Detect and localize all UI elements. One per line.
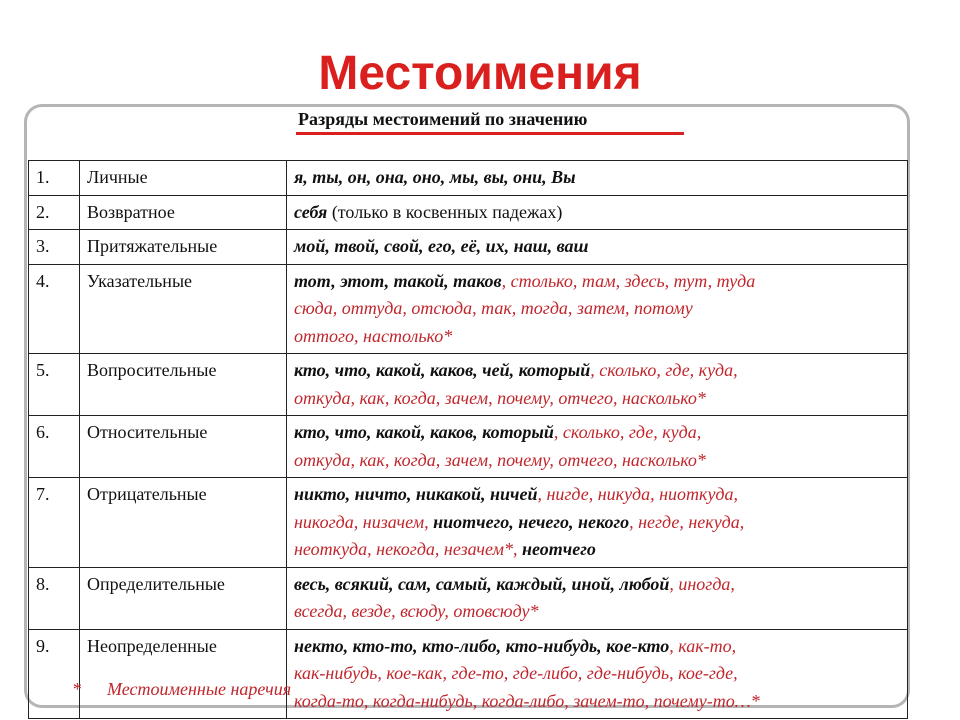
pronoun-examples bbox=[287, 161, 908, 196]
category-name: Притяжательные bbox=[80, 230, 287, 265]
pronoun-examples bbox=[287, 416, 908, 478]
table-row bbox=[29, 264, 908, 354]
footnote-mark: * bbox=[72, 679, 81, 699]
row-number: 4. bbox=[29, 264, 80, 354]
examples-line bbox=[294, 447, 901, 475]
pronoun-text: никто, ничто, никакой, ничей bbox=[294, 484, 538, 504]
adverbial-pronoun-text: , сколько, где, куда, bbox=[590, 360, 738, 380]
table-row bbox=[29, 416, 908, 478]
row-number: 5. bbox=[29, 354, 80, 416]
examples-line bbox=[294, 385, 901, 413]
category-name: Определительные bbox=[80, 567, 287, 629]
pronoun-examples bbox=[287, 478, 908, 568]
examples-line bbox=[294, 598, 901, 626]
pronoun-examples bbox=[287, 567, 908, 629]
row-number: 6. bbox=[29, 416, 80, 478]
footnote bbox=[72, 676, 291, 702]
row-number: 8. bbox=[29, 567, 80, 629]
adverbial-pronoun-text: когда-то, когда-нибудь, когда-либо, зачем-то, почему-то…* bbox=[294, 690, 760, 711]
table-title-underline bbox=[296, 132, 684, 135]
row-number: 2. bbox=[29, 195, 80, 230]
pronoun-text: кто, что, какой, каков, который bbox=[294, 422, 554, 442]
pronoun-text: тот, этот, такой, таков bbox=[294, 270, 502, 291]
row-number: 9. bbox=[29, 629, 80, 719]
category-name: Относительные bbox=[80, 416, 287, 478]
examples-line bbox=[294, 660, 901, 688]
row-number: 7. bbox=[29, 478, 80, 568]
pronoun-examples bbox=[287, 629, 908, 719]
examples-line bbox=[294, 633, 901, 661]
adverbial-pronoun-text: , нигде, никуда, ниоткуда, bbox=[537, 484, 739, 504]
row-number: 1. bbox=[29, 161, 80, 196]
examples-line bbox=[294, 357, 901, 385]
adverbial-pronoun-text: , иногда, bbox=[669, 573, 735, 594]
adverbial-pronoun-text: откуда, как, когда, зачем, почему, отчего, насколько* bbox=[294, 387, 706, 408]
category-name: Указательные bbox=[80, 264, 287, 354]
examples-line bbox=[294, 688, 901, 716]
table-row bbox=[29, 354, 908, 416]
pronoun-text: ниотчего, нечего, некого bbox=[433, 511, 630, 532]
category-name: Вопросительные bbox=[80, 354, 287, 416]
pronoun-text: неотчего bbox=[522, 539, 596, 559]
pronoun-text: весь, всякий, сам, самый, каждый, иной, любой bbox=[294, 573, 670, 594]
category-name: Возвратное bbox=[80, 195, 287, 230]
examples-line bbox=[294, 571, 901, 599]
page-title: Местоимения bbox=[318, 47, 642, 100]
adverbial-pronoun-text: никогда, низачем, bbox=[294, 511, 434, 532]
footnote-text: Местоименные наречия bbox=[107, 679, 292, 699]
examples-line bbox=[294, 419, 901, 447]
pronoun-text: (только в косвенных падежах) bbox=[327, 201, 563, 222]
adverbial-pronoun-text: как-нибудь, кое-как, где-то, где-либо, где-нибудь, кое-где, bbox=[294, 663, 738, 683]
examples-line bbox=[294, 199, 901, 227]
examples-line bbox=[294, 164, 901, 192]
adverbial-pronoun-text: оттого, настолько* bbox=[294, 325, 453, 346]
examples-line bbox=[294, 509, 901, 537]
adverbial-pronoun-text: , сколько, где, куда, bbox=[553, 422, 702, 442]
pronoun-examples bbox=[287, 264, 908, 354]
examples-line bbox=[294, 323, 901, 351]
examples-line bbox=[294, 268, 901, 296]
table-row bbox=[29, 161, 908, 196]
adverbial-pronoun-text: сюда, оттуда, отсюда, так, тогда, затем, потому bbox=[294, 298, 693, 318]
pronoun-text: некто, кто-то, кто-либо, кто-нибудь, кое-кто bbox=[294, 635, 670, 656]
table-title: Разряды местоимений по значению bbox=[298, 109, 588, 129]
adverbial-pronoun-text: , столько, там, здесь, тут, туда bbox=[501, 270, 756, 291]
adverbial-pronoun-text: , как-то, bbox=[669, 635, 737, 656]
table-row bbox=[29, 567, 908, 629]
table-row bbox=[29, 195, 908, 230]
pronoun-text: мой, твой, свой, его, её, их, наш, ваш bbox=[294, 236, 589, 256]
adverbial-pronoun-text: , негде, некуда, bbox=[629, 511, 745, 532]
category-name: Неопределенные bbox=[80, 629, 287, 719]
examples-line bbox=[294, 295, 901, 323]
adverbial-pronoun-text: всегда, везде, всюду, отовсюду* bbox=[294, 601, 539, 621]
examples-line bbox=[294, 481, 901, 509]
adverbial-pronoun-text: неоткуда, некогда, незачем*, bbox=[294, 539, 523, 559]
table-row bbox=[29, 478, 908, 568]
examples-line bbox=[294, 536, 901, 564]
pronoun-examples bbox=[287, 195, 908, 230]
pronoun-categories-table bbox=[28, 160, 908, 719]
category-name: Отрицательные bbox=[80, 478, 287, 568]
pronoun-text: кто, что, какой, каков, чей, который bbox=[294, 360, 591, 380]
pronoun-text: я, ты, он, она, оно, мы, вы, они, Вы bbox=[294, 167, 576, 187]
table-body bbox=[29, 161, 908, 719]
adverbial-pronoun-text: откуда, как, когда, зачем, почему, отчего, насколько* bbox=[294, 449, 706, 470]
pronoun-examples bbox=[287, 230, 908, 265]
table-row bbox=[29, 230, 908, 265]
row-number: 3. bbox=[29, 230, 80, 265]
examples-line bbox=[294, 233, 901, 261]
pronoun-text: себя bbox=[294, 201, 328, 222]
table-row bbox=[29, 629, 908, 719]
pronoun-examples bbox=[287, 354, 908, 416]
category-name: Личные bbox=[80, 161, 287, 196]
